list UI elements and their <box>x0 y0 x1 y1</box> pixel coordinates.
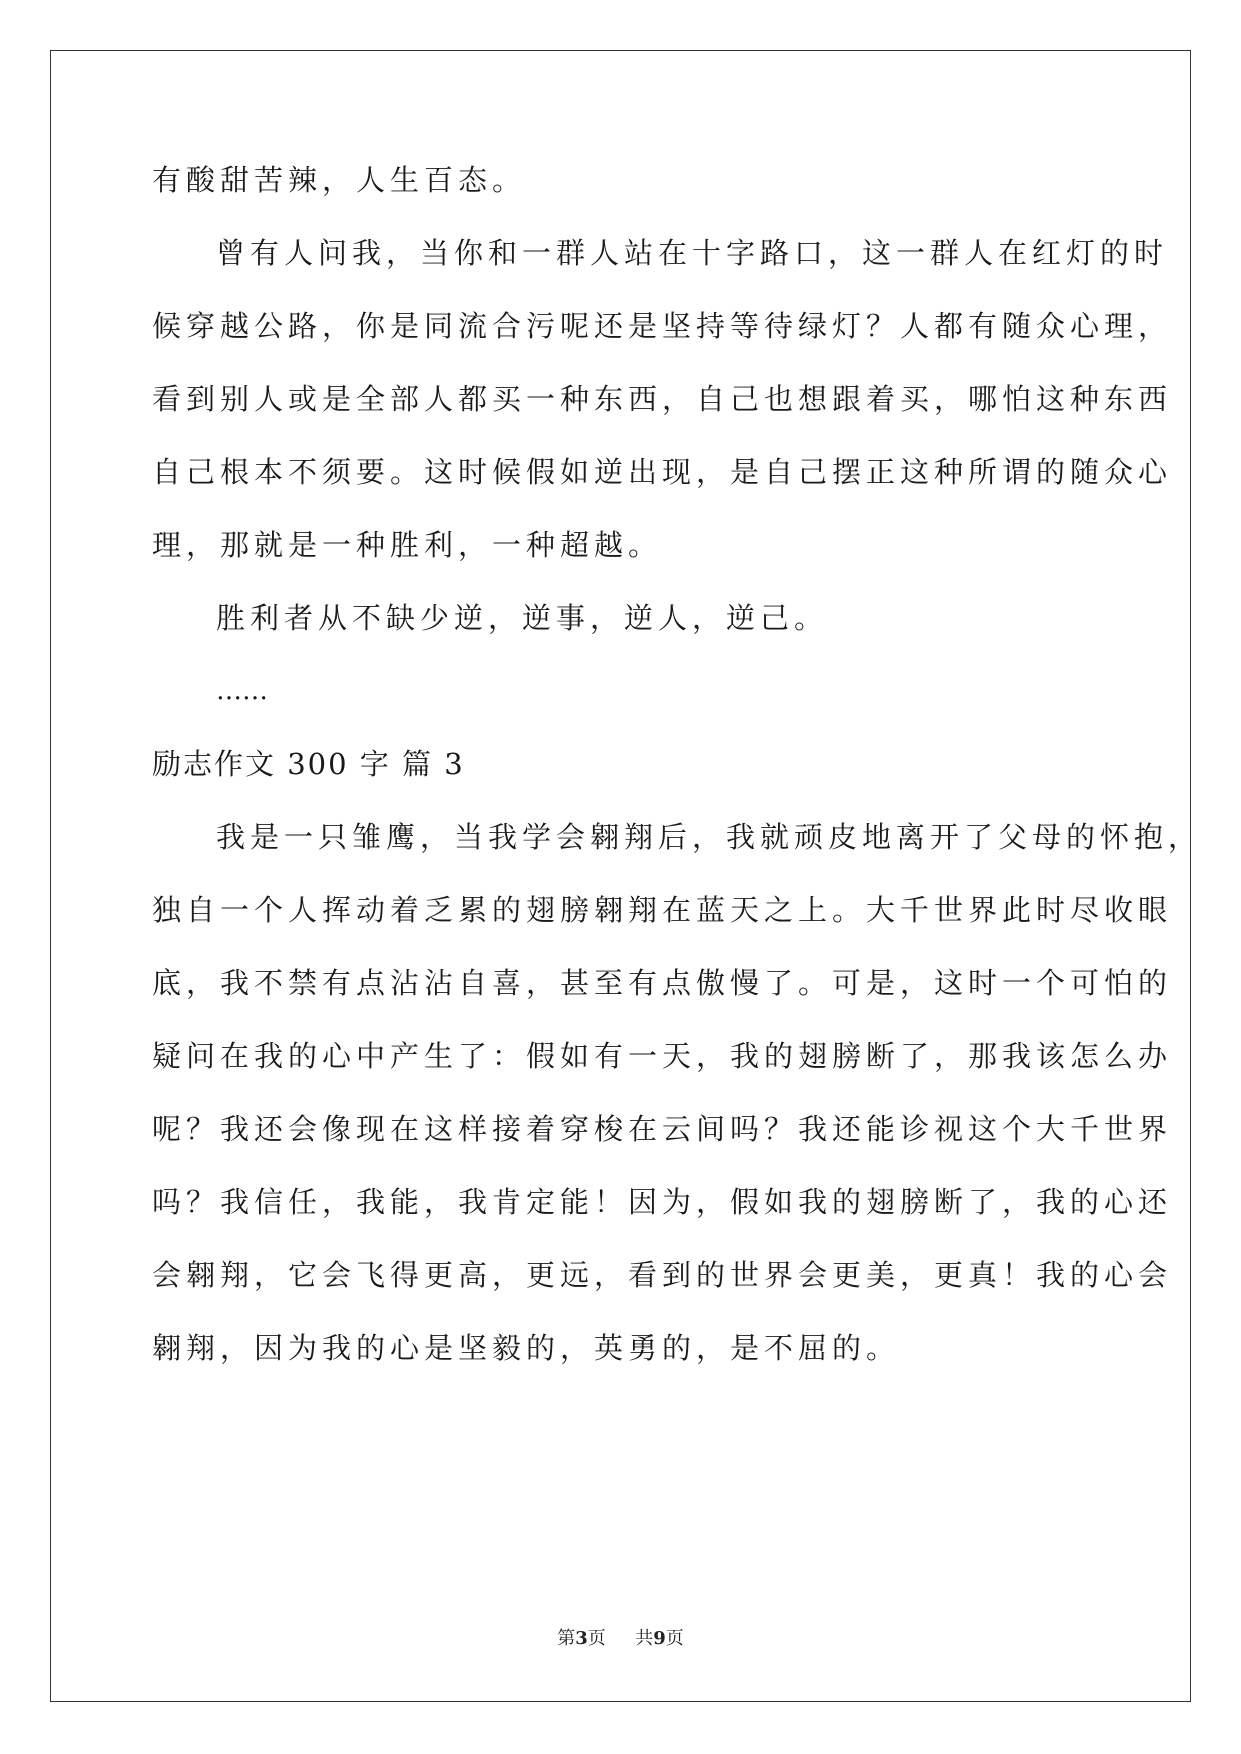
total-prefix: 共 <box>635 1628 654 1649</box>
text-line: 候穿越公路，你是同流合污呢还是坚持等待绿灯？人都有随众心理， <box>152 309 1173 343</box>
total-suffix: 页 <box>665 1628 684 1649</box>
total-pages: 9 <box>653 1628 666 1649</box>
paragraph-start-line: 曾有人问我，当你和一群人站在十字路口，这一群人在红灯的时 <box>216 236 1169 270</box>
paragraph-start-line: 胜利者从不缺少逆，逆事，逆人，逆己。 <box>216 601 829 635</box>
text-line: 疑问在我的心中产生了：假如有一天，我的翅膀断了，那我该怎么办 <box>152 1039 1173 1073</box>
text-line: 理，那就是一种胜利，一种超越。 <box>152 528 663 562</box>
text-line: 底，我不禁有点沾沾自喜，甚至有点傲慢了。可是，这时一个可怕的 <box>152 966 1173 1000</box>
page-footer <box>0 1627 1241 1651</box>
text-line: 看到别人或是全部人都买一种东西，自己也想跟着买，哪怕这种东西 <box>152 382 1173 416</box>
text-line: 吗？我信任，我能，我肯定能！因为，假如我的翅膀断了，我的心还 <box>152 1185 1173 1219</box>
paragraph-start-line: 我是一只雏鹰，当我学会翱翔后，我就顽皮地离开了父母的怀抱， <box>216 820 1203 854</box>
text-line: 呢？我还会像现在这样接着穿梭在云间吗？我还能诊视这个大千世界 <box>152 1112 1173 1146</box>
text-line: 自己根本不须要。这时候假如逆出现，是自己摆正这种所谓的随众心 <box>152 455 1173 489</box>
page-suffix: 页 <box>587 1628 606 1649</box>
current-page: 3 <box>575 1628 588 1649</box>
ellipsis-line: …… <box>216 676 268 706</box>
page-number <box>557 1628 611 1649</box>
text-line: 会翱翔，它会飞得更高，更远，看到的世界会更美，更真！我的心会 <box>152 1258 1173 1292</box>
page-prefix: 第 <box>557 1628 576 1649</box>
section-heading: 励志作文 300 字 篇 3 <box>152 747 465 781</box>
text-line: 独自一个人挥动着乏累的翅膀翱翔在蓝天之上。大千世界此时尽收眼 <box>152 893 1173 927</box>
text-line: 有酸甜苦辣，人生百态。 <box>152 163 527 197</box>
text-line: 翱翔，因为我的心是坚毅的，英勇的，是不屈的。 <box>152 1331 901 1365</box>
page-total <box>635 1628 684 1649</box>
page-border <box>50 50 1191 1702</box>
